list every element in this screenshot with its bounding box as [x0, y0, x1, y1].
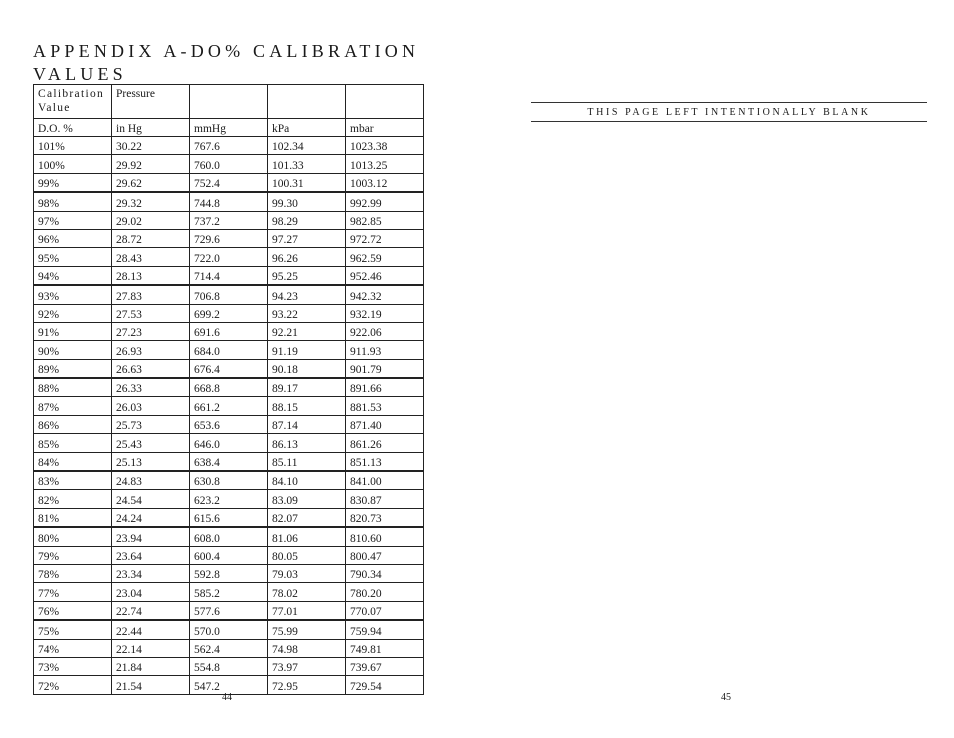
- table-cell: 94%: [34, 266, 112, 285]
- table-cell: 101%: [34, 137, 112, 155]
- table-cell: 592.8: [190, 564, 268, 582]
- page-number-right: 45: [721, 692, 731, 703]
- table-cell: 952.46: [346, 266, 424, 285]
- table-cell: 25.73: [112, 415, 190, 433]
- table-row: [34, 322, 424, 340]
- table-cell: 81%: [34, 508, 112, 527]
- table-cell: 96.26: [268, 248, 346, 266]
- table-cell: 74%: [34, 639, 112, 657]
- table-cell: 810.60: [346, 527, 424, 546]
- table-cell: 92.21: [268, 322, 346, 340]
- table-cell: in Hg: [112, 119, 190, 137]
- table-cell: 90%: [34, 341, 112, 359]
- table-cell: 23.04: [112, 583, 190, 601]
- table-cell: 706.8: [190, 285, 268, 304]
- table-cell: 85.11: [268, 452, 346, 471]
- table-cell: 27.53: [112, 304, 190, 322]
- table-cell: 25.43: [112, 434, 190, 452]
- table-header-row: [34, 119, 424, 137]
- table-cell: 800.47: [346, 546, 424, 564]
- table-cell: 102.34: [268, 137, 346, 155]
- table-cell: 75.99: [268, 620, 346, 639]
- calibration-table: [33, 84, 424, 695]
- table-cell: 28.43: [112, 248, 190, 266]
- table-row: [34, 211, 424, 229]
- table-cell: 81.06: [268, 527, 346, 546]
- table-cell: 780.20: [346, 583, 424, 601]
- table-cell: 554.8: [190, 657, 268, 675]
- table-row: [34, 155, 424, 173]
- table-cell: 570.0: [190, 620, 268, 639]
- table-row: [34, 378, 424, 397]
- table-cell: 73%: [34, 657, 112, 675]
- table-cell: 871.40: [346, 415, 424, 433]
- table-cell: kPa: [268, 119, 346, 137]
- table-cell: 830.87: [346, 490, 424, 508]
- table-cell: 83%: [34, 471, 112, 490]
- table-row: [34, 546, 424, 564]
- table-row: [34, 490, 424, 508]
- table-cell: 87%: [34, 397, 112, 415]
- table-cell: 600.4: [190, 546, 268, 564]
- table-cell: 79.03: [268, 564, 346, 582]
- table-cell: 22.74: [112, 601, 190, 620]
- table-cell: 901.79: [346, 359, 424, 378]
- table-cell: 749.81: [346, 639, 424, 657]
- table-cell: 91.19: [268, 341, 346, 359]
- table-cell: 76%: [34, 601, 112, 620]
- table-cell: 30.22: [112, 137, 190, 155]
- table-cell: 97%: [34, 211, 112, 229]
- table-cell: 891.66: [346, 378, 424, 397]
- table-cell: 82.07: [268, 508, 346, 527]
- table-cell: 739.67: [346, 657, 424, 675]
- table-cell: 84.10: [268, 471, 346, 490]
- table-cell: 79%: [34, 546, 112, 564]
- table-cell: 26.03: [112, 397, 190, 415]
- table-cell: 86%: [34, 415, 112, 433]
- table-cell: 699.2: [190, 304, 268, 322]
- table-cell: 89.17: [268, 378, 346, 397]
- table-cell: 22.44: [112, 620, 190, 639]
- table-cell: [190, 85, 268, 119]
- page-number-left: 44: [222, 692, 232, 703]
- table-cell: 962.59: [346, 248, 424, 266]
- table-cell: 84%: [34, 452, 112, 471]
- table-cell: 29.62: [112, 173, 190, 192]
- table-cell: 83.09: [268, 490, 346, 508]
- table-cell: 767.6: [190, 137, 268, 155]
- table-cell: 93.22: [268, 304, 346, 322]
- table-row: [34, 508, 424, 527]
- table-cell: 26.33: [112, 378, 190, 397]
- table-row: [34, 415, 424, 433]
- table-cell: 972.72: [346, 229, 424, 247]
- table-cell: 691.6: [190, 322, 268, 340]
- table-cell: 25.13: [112, 452, 190, 471]
- table-row: [34, 639, 424, 657]
- table-cell: 722.0: [190, 248, 268, 266]
- table-cell: 638.4: [190, 452, 268, 471]
- table-cell: 922.06: [346, 322, 424, 340]
- table-row: [34, 192, 424, 211]
- table-cell: 1003.12: [346, 173, 424, 192]
- table-header-row: [34, 85, 424, 119]
- table-cell: 770.07: [346, 601, 424, 620]
- table-cell: mmHg: [190, 119, 268, 137]
- table-row: [34, 657, 424, 675]
- table-cell: 92%: [34, 304, 112, 322]
- table-cell: 1023.38: [346, 137, 424, 155]
- table-cell: 729.6: [190, 229, 268, 247]
- table-row: [34, 359, 424, 378]
- table-cell: 89%: [34, 359, 112, 378]
- table-cell: 90.18: [268, 359, 346, 378]
- table-cell: 737.2: [190, 211, 268, 229]
- table-row: [34, 434, 424, 452]
- table-row: [34, 527, 424, 546]
- table-row: [34, 304, 424, 322]
- table-row: [34, 285, 424, 304]
- table-cell: 932.19: [346, 304, 424, 322]
- table-row: [34, 397, 424, 415]
- table-row: [34, 620, 424, 639]
- table-cell: 29.92: [112, 155, 190, 173]
- table-cell: 72%: [34, 676, 112, 694]
- table-cell: 99.30: [268, 192, 346, 211]
- table-row: [34, 341, 424, 359]
- table-cell: 562.4: [190, 639, 268, 657]
- table-cell: 88.15: [268, 397, 346, 415]
- table-cell: 1013.25: [346, 155, 424, 173]
- table-cell: 790.34: [346, 564, 424, 582]
- table-cell: 95%: [34, 248, 112, 266]
- table-cell: 992.99: [346, 192, 424, 211]
- table-row: [34, 601, 424, 620]
- table-cell: 80.05: [268, 546, 346, 564]
- table-cell: 96%: [34, 229, 112, 247]
- table-cell: Pressure: [112, 85, 190, 119]
- table-row: [34, 583, 424, 601]
- table-cell: 82%: [34, 490, 112, 508]
- table-cell: 653.6: [190, 415, 268, 433]
- table-cell: [346, 85, 424, 119]
- table-cell: 29.32: [112, 192, 190, 211]
- table-cell: 585.2: [190, 583, 268, 601]
- table-cell: D.O. %: [34, 119, 112, 137]
- table-cell: 668.8: [190, 378, 268, 397]
- table-cell: 661.2: [190, 397, 268, 415]
- table-cell: 87.14: [268, 415, 346, 433]
- table-cell: 26.63: [112, 359, 190, 378]
- table-cell: 28.13: [112, 266, 190, 285]
- table-cell: 77%: [34, 583, 112, 601]
- table-cell: 684.0: [190, 341, 268, 359]
- table-cell: 752.4: [190, 173, 268, 192]
- table-cell: 28.72: [112, 229, 190, 247]
- table-cell: 646.0: [190, 434, 268, 452]
- table-cell: 23.94: [112, 527, 190, 546]
- table-cell: 97.27: [268, 229, 346, 247]
- table-cell: 744.8: [190, 192, 268, 211]
- table-cell: 99%: [34, 173, 112, 192]
- table-cell: 23.34: [112, 564, 190, 582]
- table-cell: 78%: [34, 564, 112, 582]
- table-row: [34, 452, 424, 471]
- table-cell: 942.32: [346, 285, 424, 304]
- table-cell: 24.83: [112, 471, 190, 490]
- blank-page-notice: THIS PAGE LEFT INTENTIONALLY BLANK: [531, 102, 927, 122]
- table-cell: 861.26: [346, 434, 424, 452]
- table-cell: 91%: [34, 322, 112, 340]
- table-cell: 23.64: [112, 546, 190, 564]
- table-cell: 94.23: [268, 285, 346, 304]
- calibration-table-body: [34, 85, 424, 695]
- table-cell: 759.94: [346, 620, 424, 639]
- table-cell: 72.95: [268, 676, 346, 694]
- table-cell: 95.25: [268, 266, 346, 285]
- page-title: APPENDIX A-DO% CALIBRATION VALUES: [33, 41, 420, 84]
- table-cell: 760.0: [190, 155, 268, 173]
- table-cell: 841.00: [346, 471, 424, 490]
- table-cell: 78.02: [268, 583, 346, 601]
- table-cell: 85%: [34, 434, 112, 452]
- table-cell: 27.83: [112, 285, 190, 304]
- table-cell: 608.0: [190, 527, 268, 546]
- table-row: [34, 229, 424, 247]
- table-cell: 881.53: [346, 397, 424, 415]
- table-cell: 80%: [34, 527, 112, 546]
- table-cell: 88%: [34, 378, 112, 397]
- table-cell: 26.93: [112, 341, 190, 359]
- table-cell: 577.6: [190, 601, 268, 620]
- table-cell: 73.97: [268, 657, 346, 675]
- table-cell: 714.4: [190, 266, 268, 285]
- table-row: [34, 564, 424, 582]
- table-cell: 676.4: [190, 359, 268, 378]
- table-cell: 27.23: [112, 322, 190, 340]
- table-cell: 24.54: [112, 490, 190, 508]
- table-cell: 98%: [34, 192, 112, 211]
- table-row: [34, 248, 424, 266]
- table-cell: 100.31: [268, 173, 346, 192]
- table-cell: 29.02: [112, 211, 190, 229]
- table-row: [34, 137, 424, 155]
- table-cell: 21.54: [112, 676, 190, 694]
- table-cell: 74.98: [268, 639, 346, 657]
- table-cell: 820.73: [346, 508, 424, 527]
- table-cell: mbar: [346, 119, 424, 137]
- table-cell: 851.13: [346, 452, 424, 471]
- table-cell: 547.2: [190, 676, 268, 694]
- table-cell: 100%: [34, 155, 112, 173]
- table-cell: 101.33: [268, 155, 346, 173]
- table-cell: 630.8: [190, 471, 268, 490]
- table-row: [34, 266, 424, 285]
- table-cell: 911.93: [346, 341, 424, 359]
- table-cell: 982.85: [346, 211, 424, 229]
- table-row: [34, 471, 424, 490]
- table-cell: 623.2: [190, 490, 268, 508]
- table-cell: 98.29: [268, 211, 346, 229]
- table-cell: 93%: [34, 285, 112, 304]
- table-cell: 75%: [34, 620, 112, 639]
- table-cell: 729.54: [346, 676, 424, 694]
- table-cell: 24.24: [112, 508, 190, 527]
- table-cell: Calibration Value: [34, 85, 112, 119]
- table-cell: [268, 85, 346, 119]
- table-cell: 615.6: [190, 508, 268, 527]
- table-cell: 77.01: [268, 601, 346, 620]
- table-cell: 21.84: [112, 657, 190, 675]
- table-row: [34, 173, 424, 192]
- table-cell: 22.14: [112, 639, 190, 657]
- table-cell: 86.13: [268, 434, 346, 452]
